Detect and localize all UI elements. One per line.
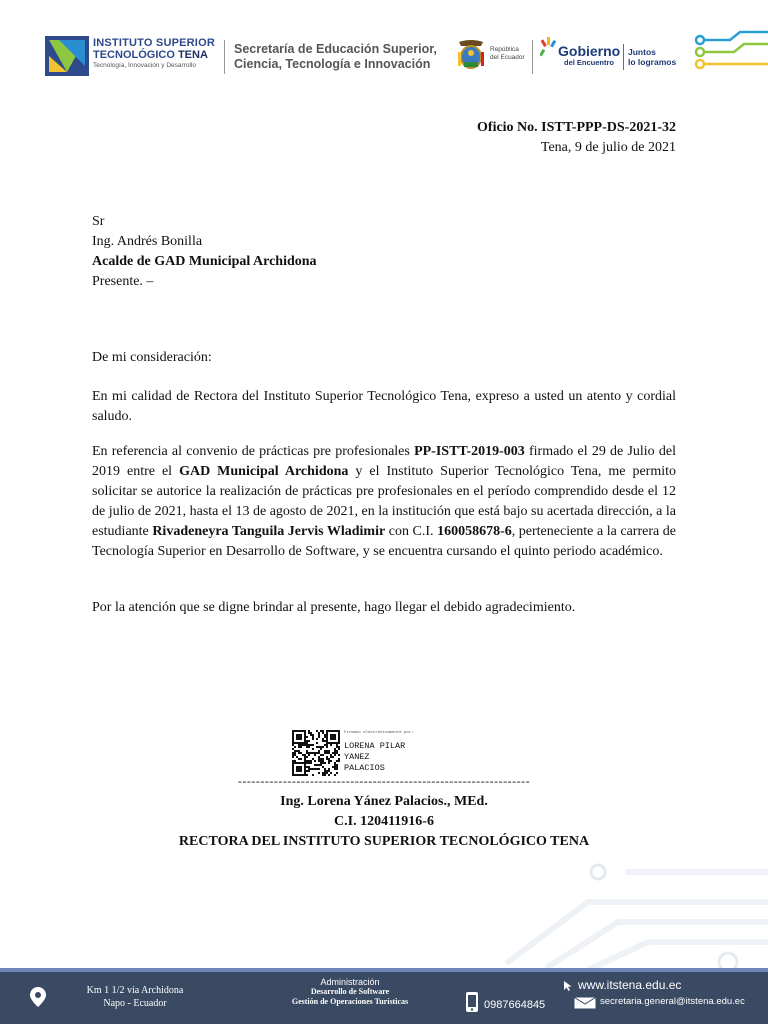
oficio-number: Oficio No. ISTT-PPP-DS-2021-32: [477, 120, 676, 135]
salutation: [92, 348, 676, 368]
senescyt-line1: Secretaría de Educación Superior,: [234, 42, 437, 56]
p2-text-1: En referencia al convenio de prácticas pre profesionales: [92, 444, 415, 459]
signer-name: [344, 741, 405, 774]
cursor-icon: [562, 980, 574, 992]
qr-code-icon: [292, 730, 340, 776]
gad-name: GAD Municipal Archidona: [179, 464, 349, 479]
paragraph-2: [92, 442, 676, 562]
circuit-watermark-icon: [468, 852, 768, 972]
recipient-name: Ing. Andrés Bonilla: [92, 234, 203, 249]
letter-reference: [92, 118, 676, 158]
header-divider: [224, 40, 225, 74]
paragraph-1: [92, 387, 676, 427]
footer-address: [65, 984, 205, 1010]
p2-text-5: , perteneciente a la carrera de Tecnología Superior en Desarrollo de Software, y se encuentra cursando el quinto periodo académico.: [92, 524, 676, 559]
paragraph-1-text: En mi calidad de Rectora del Instituto Superior Tecnológico Tena, expreso a usted un atento y cordial saludo.: [92, 389, 676, 424]
p2-text-2: firmado el 29 de Julio del 2019 entre el: [92, 444, 676, 479]
location-pin-icon: [30, 987, 46, 1007]
signer-line2: YANEZ: [344, 752, 370, 762]
letter-date: Tena, 9 de julio de 2021: [540, 140, 676, 155]
convenio-code: PP-ISTT-2019-003: [414, 444, 525, 459]
gobierno-line1: Gobierno: [558, 43, 621, 59]
gobierno-logo-icon: [540, 36, 558, 60]
signature-caption: Firmado electrónicamente por:: [344, 731, 414, 735]
signature-line: -----------------------------------------------------------------: [237, 774, 531, 788]
recipient-title: Sr: [92, 214, 105, 229]
republica-ecuador: [490, 46, 525, 62]
istt-name: [93, 38, 215, 70]
address-line2: Napo - Ecuador: [103, 998, 167, 1009]
p2-text-3: y el Instituto Superior Tecnológico Tena, me permito solicitar se autorice la realización de prácticas pre profesionales en el período comprendido desde el 12 de julio de 2021, hasta el 13 de agosto de 2021, en la institución que está bajo su acertada dirección, a la estudiante: [92, 464, 676, 539]
footer-website[interactable]: www.itstena.edu.ec: [578, 978, 682, 992]
career-1: Desarrollo de Software: [310, 987, 390, 996]
p2-text-4: con C.I.: [385, 524, 438, 539]
istt-logo-icon: [45, 36, 89, 76]
admin-label: Administración: [320, 977, 380, 987]
header-divider: [623, 44, 624, 70]
signer-line3: PALACIOS: [344, 763, 385, 773]
footer-accent: [0, 968, 768, 972]
istt-line2b: TENA: [177, 49, 208, 61]
footer: [0, 968, 768, 1024]
header-divider: [532, 40, 533, 74]
salutation-text: De mi consideración:: [92, 350, 212, 365]
student-ci: 160058678-6: [437, 524, 512, 539]
gobierno-line2: del Encuentro: [564, 58, 615, 67]
mail-icon: [574, 997, 596, 1009]
circuit-decoration-icon: [690, 22, 768, 82]
footer-admin: [240, 977, 460, 1007]
student-name: Rivadeneyra Tanguila Jervis Wladimir: [152, 524, 386, 539]
phone-icon: [465, 992, 479, 1012]
presente: Presente. –: [92, 274, 154, 289]
signatory-name: Ing. Lorena Yánez Palacios., MEd.: [280, 794, 488, 809]
gobierno-encuentro: [558, 44, 620, 67]
signatory-position: RECTORA DEL INSTITUTO SUPERIOR TECNOLÓGICO TENA: [178, 834, 590, 849]
recipient-block: [92, 212, 676, 292]
recipient-position: Acalde de GAD Municipal Archidona: [92, 254, 317, 269]
footer-email[interactable]: secretaria.general@itstena.edu.ec: [600, 996, 745, 1007]
senescyt-title: [234, 42, 437, 72]
paragraph-2-text: [92, 442, 676, 562]
signer-line1: LORENA PILAR: [344, 741, 406, 751]
istt-line2a: TECNOLÓGICO: [93, 49, 178, 61]
letterhead: [0, 0, 768, 90]
republica-line2: del Ecuador: [490, 54, 525, 61]
paragraph-3: [92, 598, 676, 618]
juntos-line1: Juntos: [628, 47, 656, 57]
footer-phone[interactable]: 0987664845: [484, 999, 546, 1011]
istt-tagline: Tecnología, Innovación y Desarrollo: [93, 62, 196, 69]
istt-line2: [93, 50, 215, 61]
istt-line1: INSTITUTO SUPERIOR: [93, 37, 215, 49]
signatory-ci: C.I. 120411916-6: [334, 814, 434, 829]
juntos-slogan: [628, 47, 676, 67]
republica-line1: República: [490, 46, 519, 53]
paragraph-3-text: Por la atención que se digne brindar al presente, hago llegar el debido agradecimiento.: [92, 600, 576, 615]
career-2: Gestión de Operaciones Turísticas: [291, 997, 409, 1006]
senescyt-line2: Ciencia, Tecnología e Innovación: [234, 57, 431, 71]
address-line1: Km 1 1/2 vía Archidona: [86, 985, 184, 996]
juntos-line2: lo logramos: [628, 57, 677, 67]
ecuador-shield-icon: [456, 40, 486, 72]
